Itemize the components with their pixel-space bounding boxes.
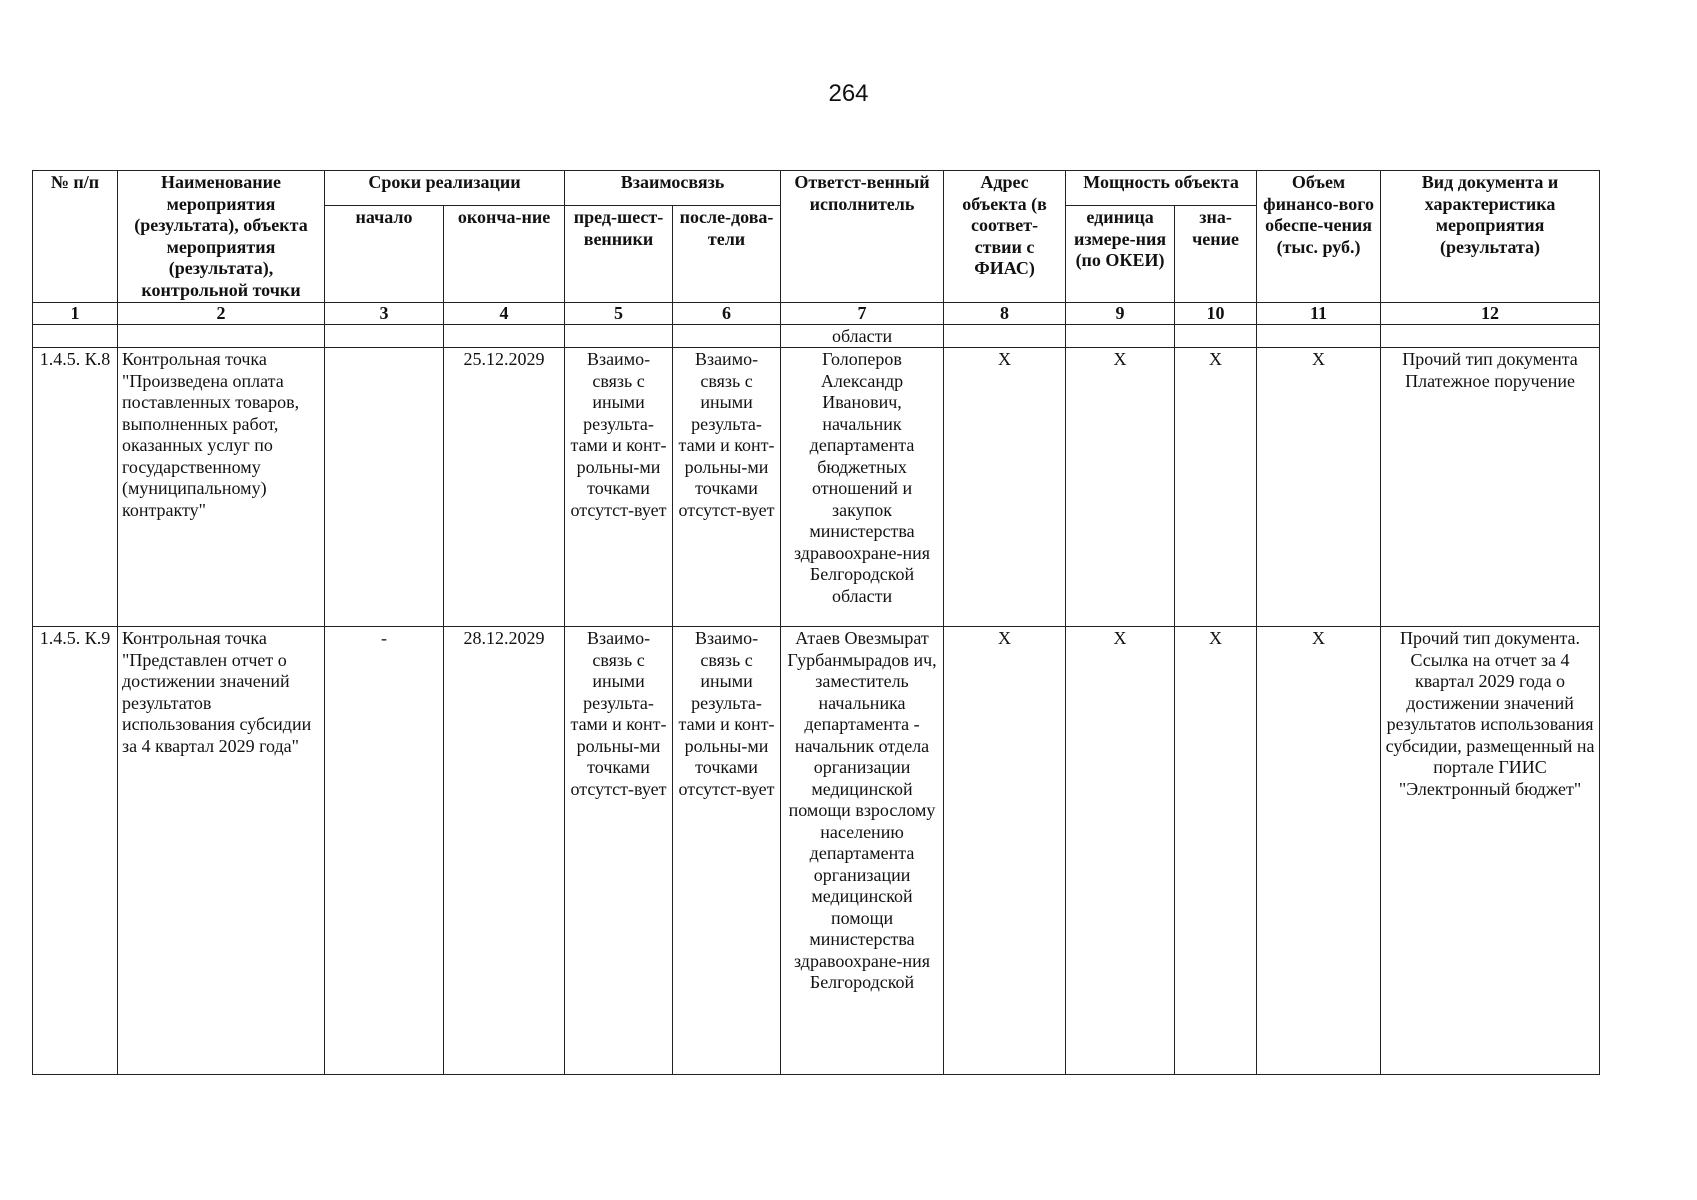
column-number: 4 xyxy=(444,303,565,325)
column-number: 5 xyxy=(565,303,673,325)
column-number: 11 xyxy=(1257,303,1381,325)
cell-num: 1.4.5. К.8 xyxy=(33,348,118,627)
cell-doc-type: Прочий тип документа Платежное поручение xyxy=(1381,348,1600,627)
column-number: 1 xyxy=(33,303,118,325)
cell-empty xyxy=(1257,325,1381,348)
cell-empty xyxy=(565,325,673,348)
cell-pred: Взаимо-связь с иными результа-тами и конт-рольны-ми точками отсутст-вует xyxy=(565,627,673,1075)
column-number-row xyxy=(33,303,1600,325)
page-number: 264 xyxy=(828,80,869,107)
cell-start xyxy=(325,348,444,627)
cell-funding: X xyxy=(1257,348,1381,627)
header-num: № п/п xyxy=(33,171,118,303)
continuation-row xyxy=(33,325,1600,348)
column-number: 3 xyxy=(325,303,444,325)
header-pred: пред-шест-венники xyxy=(565,206,673,303)
cell-empty xyxy=(1066,325,1175,348)
table-row xyxy=(33,348,1600,627)
cell-empty xyxy=(325,325,444,348)
cell-doc-type: Прочий тип документа. Ссылка на отчет за 4 квартал 2029 года о достижении значений результатов использования субсидии, размещенный на портале ГИИС "Электронный бюджет" xyxy=(1381,627,1600,1075)
cell-empty xyxy=(444,325,565,348)
cell-address: X xyxy=(944,348,1066,627)
cell-empty xyxy=(33,325,118,348)
cell-address: X xyxy=(944,627,1066,1075)
cell-value: X xyxy=(1175,627,1257,1075)
column-number: 6 xyxy=(673,303,781,325)
header-relation: Взаимосвязь xyxy=(565,171,781,206)
cell-funding: X xyxy=(1257,627,1381,1075)
column-number: 9 xyxy=(1066,303,1175,325)
cell-value: X xyxy=(1175,348,1257,627)
cell-responsible: Голоперов Александр Иванович, начальник департамента бюджетных отношений и закупок министерства здравоохране-ния Белгородской области xyxy=(781,348,944,627)
cell-end: 28.12.2029 xyxy=(444,627,565,1075)
header-capacity: Мощность объекта xyxy=(1066,171,1257,206)
header-terms: Сроки реализации xyxy=(325,171,565,206)
cell-empty xyxy=(118,325,325,348)
header-start: начало xyxy=(325,206,444,303)
cell-end: 25.12.2029 xyxy=(444,348,565,627)
cell-empty xyxy=(673,325,781,348)
header-value: зна-чение xyxy=(1175,206,1257,303)
cell-unit: X xyxy=(1066,627,1175,1075)
header-responsible: Ответст-венный исполнитель xyxy=(781,171,944,303)
column-number: 2 xyxy=(118,303,325,325)
header-row-1 xyxy=(33,171,1600,206)
header-succ: после-дова-тели xyxy=(673,206,781,303)
cell-empty xyxy=(1381,325,1600,348)
cell-start: - xyxy=(325,627,444,1075)
continuation-responsible: области xyxy=(781,325,944,348)
header-end: оконча-ние xyxy=(444,206,565,303)
column-number: 10 xyxy=(1175,303,1257,325)
cell-succ: Взаимо-связь с иными результа-тами и конт-рольны-ми точками отсутст-вует xyxy=(673,627,781,1075)
cell-empty xyxy=(1175,325,1257,348)
cell-empty xyxy=(944,325,1066,348)
cell-pred: Взаимо-связь с иными результа-тами и конт-рольны-ми точками отсутст-вует xyxy=(565,348,673,627)
header-name: Наименование мероприятия (результата), объекта мероприятия (результата), контрольной точки xyxy=(118,171,325,303)
cell-name: Контрольная точка "Произведена оплата поставленных товаров, выполненных работ, оказанных услуг по государственному (муниципальному) контракту" xyxy=(118,348,325,627)
column-number: 12 xyxy=(1381,303,1600,325)
header-unit: единица измере-ния (по ОКЕИ) xyxy=(1066,206,1175,303)
cell-unit: X xyxy=(1066,348,1175,627)
column-number: 7 xyxy=(781,303,944,325)
plan-table xyxy=(32,170,1600,1075)
header-address: Адрес объекта (в соответ-ствии с ФИАС) xyxy=(944,171,1066,303)
table-row xyxy=(33,627,1600,1075)
cell-num: 1.4.5. К.9 xyxy=(33,627,118,1075)
header-doc-type: Вид документа и характеристика мероприятия (результата) xyxy=(1381,171,1600,303)
cell-name: Контрольная точка "Представлен отчет о достижении значений результатов использования субсидии за 4 квартал 2029 года" xyxy=(118,627,325,1075)
cell-succ: Взаимо-связь с иными результа-тами и конт-рольны-ми точками отсутст-вует xyxy=(673,348,781,627)
header-funding: Объем финансо-вого обеспе-чения (тыс. руб.) xyxy=(1257,171,1381,303)
column-number: 8 xyxy=(944,303,1066,325)
cell-responsible: Атаев Овезмырат Гурбанмырадов ич, заместитель начальника департамента - начальник отдела организации медицинской помощи взрослому населению департамента организации медицинской помощи министерства здравоохране-ния Белгородской xyxy=(781,627,944,1075)
